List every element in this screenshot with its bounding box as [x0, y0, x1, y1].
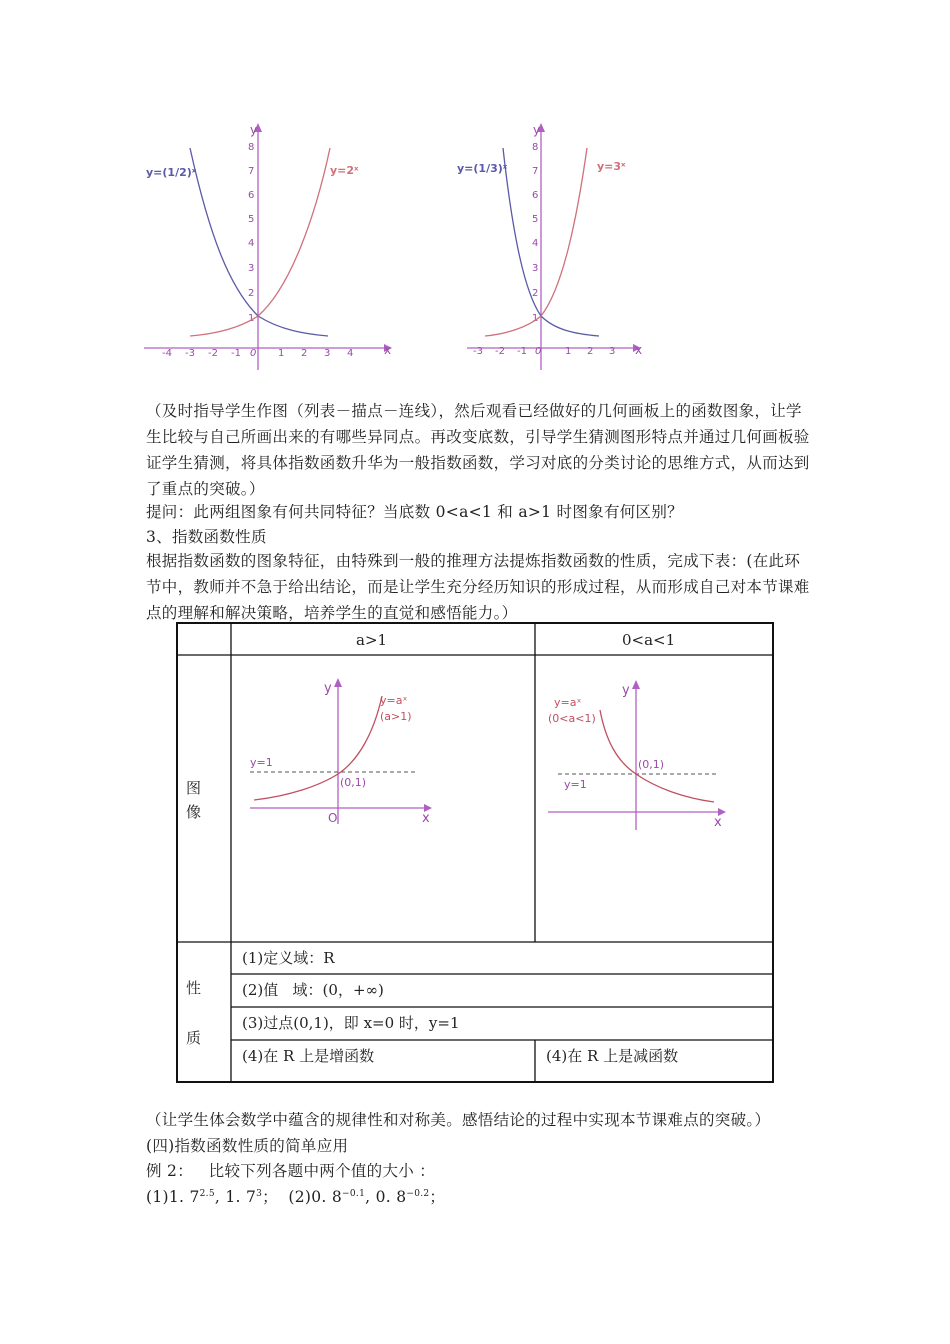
curve-label-half: y=(1/2)ˣ — [146, 166, 197, 179]
example-exponent: −0.1 — [342, 1189, 366, 1199]
graph-third-and-three — [455, 118, 655, 380]
example-exponent: −0.2 — [406, 1189, 430, 1199]
example-separator: ； (2) — [262, 1188, 312, 1206]
y-tick: 2 — [532, 288, 539, 299]
row-label-image-1: 图 — [186, 779, 202, 797]
y-equals-1-label: y=1 — [250, 756, 273, 769]
property-range: (2)值 域：(0，+∞) — [242, 981, 384, 999]
row-label-image-2: 像 — [186, 803, 202, 821]
y-tick: 6 — [248, 190, 255, 201]
curve-label-two: y=2ˣ — [330, 164, 359, 177]
example-part-1-label: (1) — [146, 1188, 169, 1206]
y-axis-label: y — [622, 683, 630, 698]
paragraph-properties-intro: 根据指数函数的图象特征，由特殊到一般的推理方法提炼指数函数的性质，完成下表：(在此环节中，教师并不急于给出结论，而是让学生充分经历知识的形成过程，从而形成自己对本节课难点的理解和解决策略，培养学生的直觉和感悟能力。） — [146, 552, 810, 622]
example-base: 0. 8 — [311, 1188, 343, 1206]
x-tick: -1 — [231, 348, 241, 359]
y-tick: 8 — [248, 142, 255, 153]
x-tick: -2 — [495, 346, 505, 357]
question-text: 提问：此两组图象有何共同特征？当底数 0<a<1 和 a>1 时图象有何区别？ — [146, 503, 683, 521]
x-tick: -2 — [208, 348, 218, 359]
y-tick: 8 — [532, 142, 539, 153]
y-tick: 4 — [248, 238, 255, 249]
x-axis-label: x — [714, 815, 722, 830]
y-tick: 2 — [248, 288, 255, 299]
table-graph-decreasing — [544, 674, 744, 836]
x-tick: 4 — [347, 348, 354, 359]
header-a-between-0-1: 0<a<1 — [622, 631, 676, 649]
example-separator: , — [214, 1188, 226, 1206]
y-axis-label: y — [533, 123, 541, 137]
row-label-prop-1: 性 — [186, 979, 202, 997]
example-exponent: 2.5 — [199, 1189, 215, 1199]
y-tick: 1 — [248, 313, 255, 324]
paragraph-symmetry: （让学生体会数学中蕴含的规律性和对称美。感悟结论的过程中实现本节课难点的突破。） — [146, 1111, 771, 1129]
curve-two-power — [190, 148, 330, 336]
curve-decreasing — [600, 710, 714, 802]
property-domain: (1)定义域：R — [242, 949, 335, 967]
example-base: 1. 7 — [225, 1188, 257, 1206]
x-tick: 1 — [565, 346, 572, 357]
x-tick: -3 — [473, 346, 483, 357]
x-tick: 3 — [324, 348, 331, 359]
properties-table — [176, 622, 774, 1083]
section-heading-4: (四)指数函数性质的简单应用 — [146, 1137, 349, 1155]
curve-half-power — [190, 148, 328, 336]
y-tick: 5 — [248, 214, 255, 225]
origin-label: O — [328, 811, 338, 825]
example-exponent: 3 — [256, 1189, 263, 1199]
example-2-text: 例 2： 比较下列各题中两个值的大小 ： — [146, 1162, 436, 1180]
y-tick: 3 — [532, 263, 539, 274]
y-tick: 5 — [532, 214, 539, 225]
x-axis-label: x — [384, 343, 392, 357]
x-tick: 2 — [301, 348, 308, 359]
x-tick: 2 — [587, 346, 594, 357]
y-tick: 3 — [248, 263, 255, 274]
y-tick: 1 — [532, 313, 539, 324]
point-0-1-label: (0,1) — [340, 776, 367, 789]
y-axis-label: y — [250, 123, 258, 137]
x-tick: 0 — [250, 348, 257, 359]
curve-condition-label: (0<a<1) — [548, 712, 596, 725]
example-separator: , — [365, 1188, 376, 1206]
row-label-prop-2: 质 — [186, 1029, 202, 1047]
curve-label-third: y=(1/3)ˣ — [457, 162, 508, 175]
x-tick: -1 — [517, 346, 527, 357]
y-equals-1-label: y=1 — [564, 778, 587, 791]
section-heading-3: 3、指数函数性质 — [146, 528, 267, 546]
graph-half-and-two — [140, 118, 410, 380]
y-tick: 6 — [532, 190, 539, 201]
table-graph-increasing — [244, 672, 444, 832]
x-tick: 0 — [535, 346, 542, 357]
y-tick: 7 — [532, 166, 539, 177]
curve-label: y=aˣ — [380, 694, 408, 707]
example-2-parts — [146, 1184, 445, 1210]
paragraph-guidance: （及时指导学生作图（列表－描点－连线），然后观看已经做好的几何画板上的函数图象，让学生比较与自己所画出来的有哪些异同点。再改变底数，引导学生猜测图形特点并通过几何画板验证学生猜测，将具体指数函数升华为一般指数函数，学习对底的分类讨论的思维方式，从而达到了重点的突破。） — [146, 402, 810, 498]
x-tick: -4 — [162, 348, 172, 359]
property-fixed-point: (3)过点(0,1)，即 x=0 时，y=1 — [242, 1014, 460, 1032]
curve-third-power — [503, 148, 599, 336]
y-tick: 7 — [248, 166, 255, 177]
x-axis-label: x — [635, 343, 643, 357]
x-tick: 3 — [609, 346, 616, 357]
curve-label: y=aˣ — [554, 696, 582, 709]
point-0-1-label: (0,1) — [638, 758, 665, 771]
curve-condition-label: (a>1) — [380, 710, 412, 723]
header-a-greater-1: a>1 — [356, 631, 388, 649]
property-increasing: (4)在 R 上是增函数 — [242, 1047, 375, 1065]
x-axis-label: x — [422, 811, 430, 826]
property-decreasing: (4)在 R 上是减函数 — [546, 1047, 679, 1065]
x-tick: 1 — [278, 348, 285, 359]
curve-label-three: y=3ˣ — [597, 160, 626, 173]
example-base: 0. 8 — [375, 1188, 407, 1206]
y-tick: 4 — [532, 238, 539, 249]
x-tick: -3 — [185, 348, 195, 359]
example-end: ； — [429, 1188, 446, 1206]
y-axis-label: y — [324, 681, 332, 696]
example-base: 1. 7 — [168, 1188, 200, 1206]
